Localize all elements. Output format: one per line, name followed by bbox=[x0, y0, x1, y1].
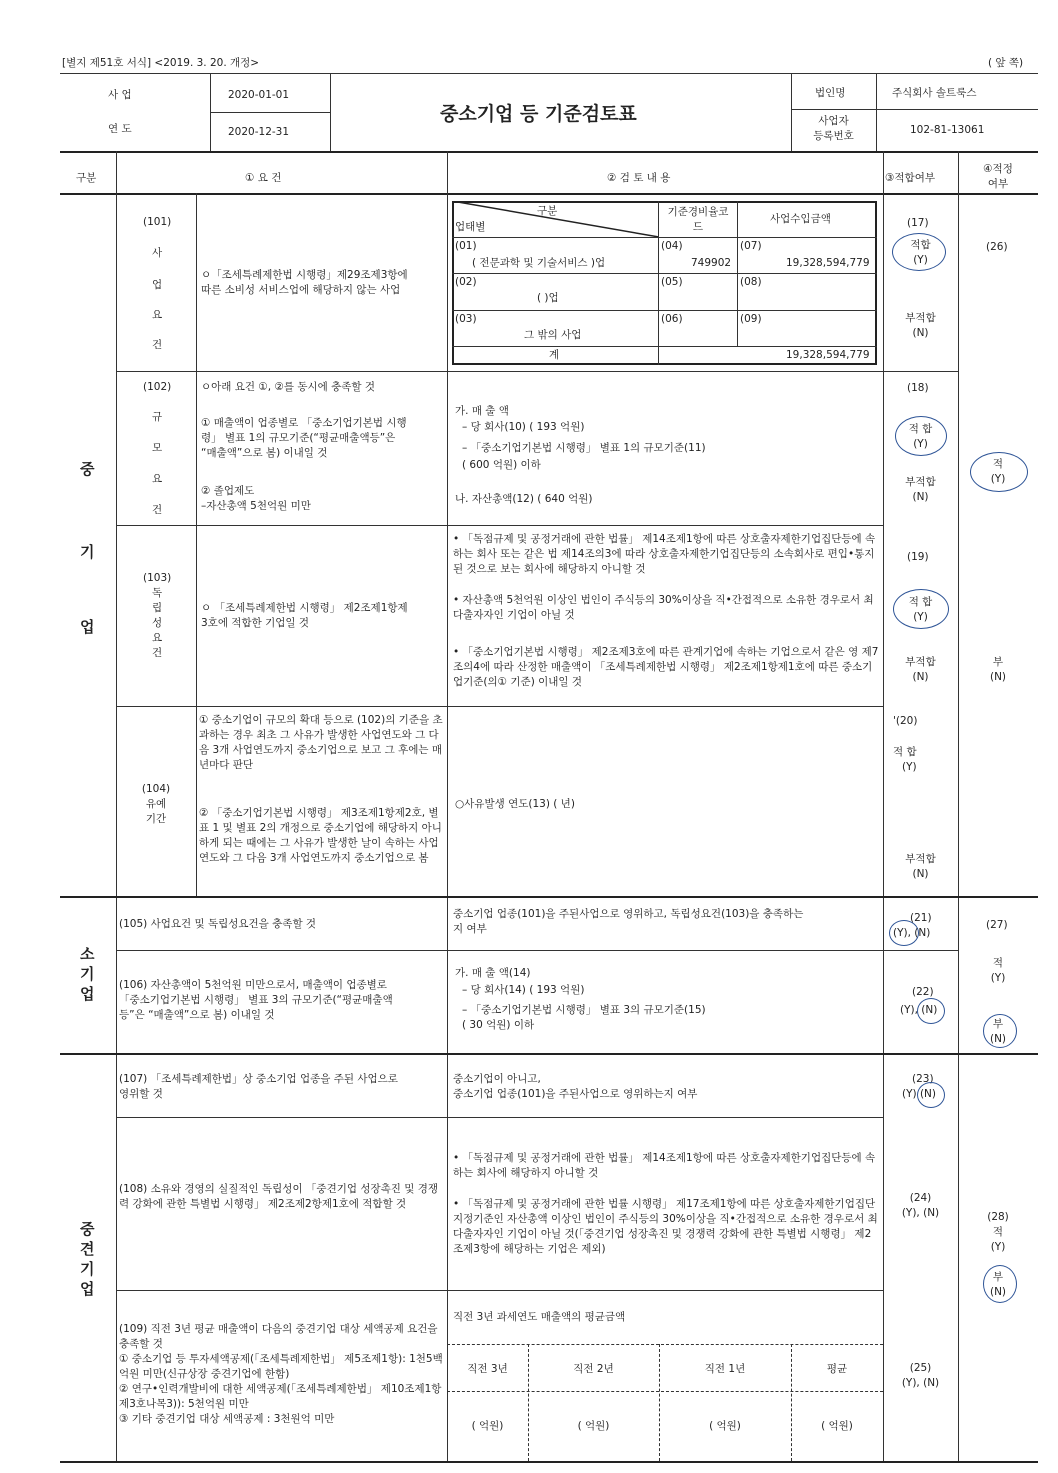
r109-v4: ( 억원) bbox=[821, 1420, 853, 1432]
sec2-char-1: 소 bbox=[80, 945, 95, 963]
r102-l3: 요 bbox=[152, 473, 163, 485]
r108-fit2: (28) 적 (Y) bbox=[987, 1211, 1009, 1253]
r105-fit2: (27) bbox=[986, 919, 1008, 931]
r107-fit: (Y) (N) bbox=[902, 1088, 937, 1100]
r108-rv-1: • 「독점규제 및 공정거래에 관한 법률」 제14조제1항에 따른 상호출자제한기업집단등에 속하는 회사에 해당하지 아니할 것 bbox=[453, 1152, 876, 1179]
year-start: 2020-01-01 bbox=[228, 89, 290, 101]
r109-h2: 직전 2년 bbox=[573, 1363, 614, 1375]
r103-rv-1: • 「독점규제 및 공정거래에 관한 법률」 제14조제1항에 따른 상호출자제한기업집단등에 속하는 회사 또는 같은 법 제14조의3에 따라 상호출자제한기업집단등의 소속회사로 편입•통지된 것으로 보는 회사에 해당하지 아니할 것 bbox=[453, 533, 876, 575]
r109-v2: ( 억원) bbox=[577, 1420, 610, 1432]
r101-fit-y: 적합 (Y) bbox=[910, 239, 931, 266]
r108-fit: (24) (Y), (N) bbox=[901, 1192, 940, 1219]
r102-req-5: ② 졸업제도 bbox=[201, 485, 255, 497]
sec1-char-3: 업 bbox=[80, 618, 95, 636]
r104-req-2: ② 「중소기업기본법 시행령」 제3조제1항제2호, 별표 1 및 별표 2의 개정으로 중소기업에 해당하지 아니하게 되는 때에는 그 사유가 발생한 날이 속하는 사업연도와 그 다음 3개 사업연도까지 중소기업으로 봄 bbox=[199, 807, 442, 864]
tbl-r1b: ( 전문과학 및 기술서비스 )업 bbox=[472, 257, 606, 269]
r104-code: (104) 유예 기간 bbox=[141, 783, 171, 825]
r104-req-1: ① 중소기업이 규모의 확대 등으로 (102)의 기준을 초과하는 경우 최초 그 사유가 발생한 사업연도와 그 다음 3개 사업연도까지 중소기업으로 보고 그 후에는 매년마다 판단 bbox=[199, 714, 443, 771]
col-gubun: 구분 bbox=[76, 172, 97, 184]
r106-rv-4: ( 30 억원) 이하 bbox=[462, 1019, 535, 1031]
col-fit2: ④적정 여부 bbox=[983, 163, 1013, 190]
r102-req-4: “매출액”으로 봄) 이내일 것 bbox=[201, 447, 328, 459]
tbl-r2e: (08) bbox=[740, 276, 762, 288]
r106-req-2: 「중소기업기본법 시행령」 별표 3의 규모기준(“평균매출액 bbox=[119, 994, 393, 1006]
r103-l1: 독 bbox=[152, 587, 163, 599]
r102-req-1: ㅇ아래 요건 ①, ②를 동시에 충족할 것 bbox=[201, 381, 376, 393]
r103-l3: 성 bbox=[152, 617, 163, 629]
r109-fit: (25) (Y), (N) bbox=[901, 1362, 940, 1389]
col-review: ② 검 토 내 용 bbox=[607, 172, 671, 184]
r109-req-2: ① 중소기업 등 투자세액공제(「조세특례제한법」 제5조제1항): 1천5백억원 미만(신규상장 중견기업에 한함) bbox=[119, 1353, 443, 1380]
r103-fit-n: 부적합 (N) bbox=[905, 656, 936, 683]
page-title: 중소기업 등 기준검토표 bbox=[440, 103, 637, 125]
r102-rv-4: ( 600 억원) 이하 bbox=[462, 459, 541, 471]
year-label-2: 연 도 bbox=[108, 123, 132, 135]
page-side: ( 앞 쪽) bbox=[988, 57, 1024, 69]
r101-fit-n: 부적합 (N) bbox=[905, 312, 936, 339]
r102-fit-n: 부적합 (N) bbox=[905, 476, 936, 503]
year-end: 2020-12-31 bbox=[228, 126, 290, 138]
r103-l4: 요 bbox=[152, 632, 163, 644]
r101-l1: 사 bbox=[152, 247, 163, 259]
tbl-h-code: 기준경비율코 드 bbox=[667, 206, 729, 233]
tbl-r2b: ( )업 bbox=[537, 292, 559, 304]
r107-fit-no: (23) bbox=[912, 1073, 934, 1085]
r109-h1: 직전 3년 bbox=[467, 1363, 508, 1375]
r104-fit-y2: (Y) bbox=[902, 761, 917, 773]
r109-h3: 직전 1년 bbox=[704, 1363, 746, 1375]
tbl-r3c: (06) bbox=[661, 313, 683, 325]
r101-req-2: 따른 소비성 서비스업에 해당하지 않는 사업 bbox=[201, 284, 401, 296]
r104-rv-1: ○사유발생 연도(13) ( 년) bbox=[455, 798, 575, 810]
tbl-total-value: 19,328,594,779 bbox=[786, 349, 870, 361]
r106-fit: (Y), (N) bbox=[900, 1004, 938, 1016]
col-fit: ③적합여부 bbox=[885, 172, 935, 184]
tbl-r3e: (09) bbox=[740, 313, 762, 325]
r109-rv: 직전 3년 과세연도 매출액의 평균금액 bbox=[453, 1311, 626, 1323]
tbl-r1c: (04) bbox=[661, 240, 683, 252]
tbl-r1d: 749902 bbox=[691, 257, 732, 269]
r103-l2: 립 bbox=[152, 602, 163, 614]
r102-l2: 모 bbox=[152, 442, 163, 454]
tbl-h-rev: 사업수입금액 bbox=[770, 213, 831, 225]
r101-l3: 요 bbox=[152, 309, 163, 321]
r105-req: (105) 사업요건 및 독립성요건을 충족할 것 bbox=[119, 918, 317, 930]
r102-rv-2: – 당 회사(10) ( 193 억원) bbox=[462, 421, 585, 433]
sec3-char-2: 견 bbox=[80, 1240, 95, 1258]
r104-fit-y1: 적 합 bbox=[893, 746, 917, 758]
r102-code: (102) bbox=[143, 381, 172, 393]
tbl-r2c: (05) bbox=[661, 276, 683, 288]
r103-req-1: ㅇ 「조세특례제한법 시행령」 제2조제1항제 bbox=[201, 602, 408, 614]
corp-label: 법인명 bbox=[815, 87, 846, 99]
r103-l5: 건 bbox=[152, 647, 163, 659]
sec2-char-3: 업 bbox=[80, 985, 95, 1003]
r106-fit2-y: 적 (Y) bbox=[990, 957, 1006, 984]
r103-code: (103) bbox=[143, 572, 172, 584]
r106-fit-no: (22) bbox=[912, 986, 934, 998]
r102-req-6: –자산총액 5천억원 미만 bbox=[201, 500, 311, 512]
tbl-r2a: (02) bbox=[455, 276, 477, 288]
r109-req-1: (109) 직전 3년 평균 매출액이 다음의 중견기업 대상 세액공제 요건을 충족할 것 bbox=[119, 1323, 438, 1350]
tbl-r3a: (03) bbox=[455, 313, 477, 325]
r102-rv-5: 나. 자산총액(12) ( 640 억원) bbox=[455, 493, 593, 505]
r102-rv-1: 가. 매 출 액 bbox=[455, 405, 509, 417]
r106-fit2-n: 부 (N) bbox=[989, 1018, 1007, 1045]
r103-rv-3: • 「중소기업기본법 시행령」 제2조제3호에 따른 관계기업에 속하는 기업으로서 같은 영 제7조의4에 따라 산정한 매출액이 「조세특례제한법 시행령」 제2조제1항제1호에 따른 중소기업기준(의① 기준) 이내일 것 bbox=[453, 646, 879, 688]
r106-rv-1: 가. 매 출 액(14) bbox=[455, 967, 531, 979]
r101-code: (101) bbox=[143, 216, 172, 228]
r103-fit-no: (19) bbox=[907, 551, 929, 563]
r102-l4: 건 bbox=[152, 504, 163, 516]
r102-rv-3: – 「중소기업기본법 시행령」 별표 1의 규모기준(11) bbox=[462, 442, 706, 454]
tbl-r1a: (01) bbox=[455, 240, 477, 252]
r102-fit-no: (18) bbox=[907, 382, 929, 394]
r101-fit-no: (17) bbox=[907, 217, 929, 229]
r107-req-1: (107) 「조세특례제한법」상 중소기업 업종을 주된 사업으로 bbox=[119, 1073, 398, 1085]
tbl-r1f: 19,328,594,779 bbox=[786, 257, 870, 269]
sec2-char-2: 기 bbox=[80, 965, 95, 983]
r108-req: (108) 소유와 경영의 실질적인 독립성이 「중견기업 성장촉진 및 경쟁력 강화에 관한 특별법 시행령」 제2조제2항제1호에 적합할 것 bbox=[119, 1183, 439, 1210]
r105-rv-1: 중소기업 업종(101)을 주된사업으로 영위하고, 독립성요건(103)을 충족하는 bbox=[453, 908, 804, 920]
r107-rv-2: 중소기업 업종(101)을 주된사업으로 영위하는지 여부 bbox=[453, 1088, 698, 1100]
sec1-char-2: 기 bbox=[80, 543, 95, 561]
sec3-char-3: 기 bbox=[80, 1260, 95, 1278]
r103-req-2: 3호에 적합한 기업일 것 bbox=[201, 617, 309, 629]
r102-req-2: ① 매출액이 업종별로 「중소기업기본법 시행 bbox=[201, 417, 407, 429]
bizno: 102-81-13061 bbox=[910, 124, 985, 136]
sec3-char-4: 업 bbox=[80, 1280, 95, 1298]
r105-rv-2: 지 여부 bbox=[453, 923, 487, 935]
r101-fit2: (26) bbox=[986, 241, 1008, 253]
year-label-1: 사 업 bbox=[108, 89, 132, 101]
r108-rv-2: • 「독점규제 및 공정거래에 관한 법률 시행령」 제17조제1항에 따른 상호출자제한기업집단 지정기준인 자산총액 이상인 법인이 주식등의 30%이상을 직•간접적으로 소유한 경우로서 최다출자자인 기업이 아닐 것(「중견기업 성장촉진 및 경쟁력 강화에 관한 특별법 시행령」 제2조제3항에 해당하는 기업은 제외) bbox=[453, 1198, 878, 1255]
corp-name: 주식회사 솔트룩스 bbox=[892, 87, 977, 99]
r102-fit2: 적 (Y) bbox=[990, 458, 1006, 485]
sec1-char-1: 중 bbox=[80, 460, 95, 478]
r109-req-4: ③ 기타 중견기업 대상 세액공제 : 3천원억 미만 bbox=[119, 1413, 335, 1425]
r109-v1: ( 억원) bbox=[471, 1420, 504, 1432]
r106-rv-2: – 당 회사(14) ( 193 억원) bbox=[462, 984, 585, 996]
tbl-r1e: (07) bbox=[740, 240, 762, 252]
r102-l1: 규 bbox=[152, 411, 163, 423]
tbl-h-gubun: 구분 bbox=[537, 205, 558, 217]
r101-l2: 업 bbox=[152, 279, 163, 291]
r106-req-1: (106) 자산총액이 5천억원 미만으로서, 매출액이 업종별로 bbox=[119, 979, 387, 991]
form-number: [별지 제51호 서식] <2019. 3. 20. 개정> bbox=[62, 57, 260, 69]
r103-rv-2: • 자산총액 5천억원 이상인 법인이 주식등의 30%이상을 직•간접적으로 소유한 경우로서 최다출자자인 기업이 아닐 것 bbox=[453, 594, 874, 621]
r109-v3: ( 억원) bbox=[709, 1420, 741, 1432]
r103-fit-y: 적 합 (Y) bbox=[908, 596, 933, 623]
r104-fit-n: 부적합 (N) bbox=[905, 853, 936, 880]
bizno-label: 사업자 등록번호 bbox=[813, 115, 854, 142]
r105-fit: (Y), (N) bbox=[893, 927, 931, 939]
r104-fit-no: '(20) bbox=[893, 715, 918, 727]
r106-rv-3: – 「중소기업기본법 시행령」 별표 3의 규모기준(15) bbox=[462, 1004, 706, 1016]
r108-fit2-n: 부 (N) bbox=[989, 1271, 1007, 1298]
r103-fit2: 부 (N) bbox=[989, 656, 1007, 683]
r107-rv-1: 중소기업이 아니고, bbox=[453, 1073, 541, 1085]
col-requirement: ① 요 건 bbox=[245, 172, 282, 184]
tbl-total: 계 bbox=[549, 349, 560, 361]
tbl-h-biz: 업태별 bbox=[455, 221, 486, 233]
r102-fit-y: 적 합 (Y) bbox=[908, 423, 933, 450]
r101-l4: 건 bbox=[152, 339, 163, 351]
r102-req-3: 령」 별표 1의 규모기준(“평균매출액등”은 bbox=[201, 432, 396, 444]
r109-h4: 평균 bbox=[826, 1363, 848, 1375]
r106-req-3: 등”은 “매출액”으로 봄) 이내일 것 bbox=[119, 1009, 275, 1021]
tbl-r3b: 그 밖의 사업 bbox=[524, 329, 582, 341]
r105-fit-no: (21) bbox=[910, 912, 932, 924]
r107-req-2: 영위할 것 bbox=[119, 1088, 163, 1100]
sec3-char-1: 중 bbox=[80, 1220, 95, 1238]
r109-req-3: ② 연구•인력개발비에 대한 세액공제(「조세특례제한법」 제10조제1항제3호나목3)): 5천억원 미만 bbox=[119, 1383, 442, 1410]
r101-req-1: ㅇ「조세특례제한법 시행령」제29조제3항에 bbox=[201, 269, 408, 281]
